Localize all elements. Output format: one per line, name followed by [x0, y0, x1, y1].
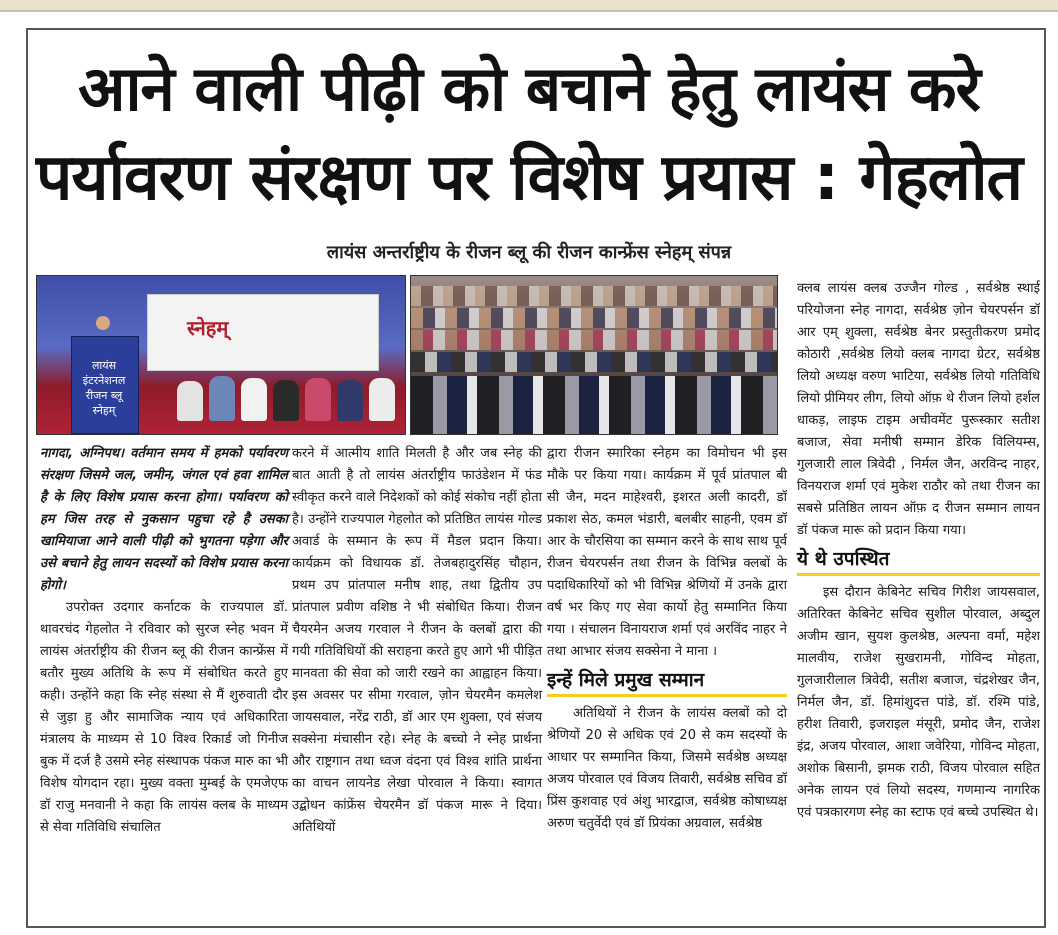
guest-figure: [177, 381, 203, 421]
headline-line-1: आने वाली पीढ़ी को बचाने हेतु लायंस करे: [78, 52, 980, 125]
article-column-2: [292, 443, 542, 839]
crowd-row: [411, 352, 778, 372]
crowd-row: [411, 286, 778, 306]
article-paragraph: उपरोक्त उदगार कर्नाटक के राज्यपाल डॉ. थावरचंद गेहलोत ने रविवार को सुरज स्नेह भवन में लायंस अंतर्राष्ट्रीय की रीजन ब्लू की रीजन कान्फ्रेंस में बतौर मुख्य अतिथि के रूप में संबोधित करते हुए कही। उन्होंने कहा कि स्नेह संस्था से मैं शुरुवाती दौर से जुड़ा हु और सामाजिक न्याय एवं अधिकारिता मंत्रालय के माध्यम से 10 विश्व रिकार्ड जो गिनीज बुक में दर्ज है उसमे स्नेह संस्थापक पंकज मारु का भी विशेष योगदान रहा। मुख्य वक्ता मुम्बई के एमजेएफ डॉ राजु मनवानी ने कहा कि लायंस क्लब के माध्यम से सेवा गतिविधि संचालित: [40, 600, 288, 835]
stage-banner: [147, 294, 379, 371]
guest-figure: [305, 378, 331, 421]
guest-figure: [241, 378, 267, 421]
podium-label: लायंस इंटरनेशनल रीजन ब्लू स्नेहम्: [82, 359, 126, 417]
section-heading-awards: इन्हें मिले प्रमुख सम्मान: [547, 667, 787, 697]
guest-figure: [273, 380, 299, 421]
guest-figure: [209, 376, 235, 421]
article-paragraph: अतिथियों ने रीजन के लायंस क्लबों को दो श्रेणियों 20 से अधिक एवं 20 से कम सदस्यों के आधार पर सम्मानित किया, जिसमे सर्वश्रेष्ठ अध्यक्ष अजय पोरवाल एवं विजय तिवारी, सर्वश्रेष्ठ सचिव डॉ प्रिंस कुशवाह एवं अंशु भारद्वाज, सर्वश्रेष्ठ कोषाध्यक्ष अरुण चतुर्वेदी एवं डॉ प्रियंका अग्रवाल, सर्वश्रेष्ठ: [547, 706, 787, 831]
article-paragraph: क्लब लायंस क्लब उज्जैन गोल्ड , सर्वश्रेष्ठ स्थाई परियोजना स्नेह नागदा, सर्वश्रेष्ठ ज़ोन चेयरपर्सन डॉ आर एम् शुक्ला, सर्वश्रेष्ठ बेनर प्रस्तुतीकरण प्रमोद कोठारी ,सर्वश्रेष्ठ लियो क्लब नागदा ग्रेटर, सर्वश्रेष्ठ लियो अध्यक्ष वरुण भाटिया, सर्वश्रेष्ठ लियो गतिविधि लियो प्रीमियर लीग, लियो ऑफ़ थे रीजन लियो हर्शल धाकड़, लाइफ टाइम अचीवमेंट पुरूस्कार सतीश बजाज, सेवा मनीषी सम्मान डेरिक विलियम्स, गुलजारी लाल त्रिवेदी , निर्मल जैन, अरविन्द नाहर, विनयराज शर्मा एवं मुकेश राठौर को तथा रीजन का सबसे प्रतिष्ठित लायन ऑफ़ द रीजन सम्मान लायन डॉ पंकज मारू को प्रदान किया गया।: [797, 281, 1040, 538]
headline-line-2: पर्यावरण संरक्षण पर विशेष प्रयास : गेहलोत: [36, 141, 1022, 215]
page-top-rule: [0, 10, 1058, 12]
audience-photo: [410, 275, 778, 435]
article-paragraph: इस दौरान केबिनेट सचिव गिरीश जायसवाल, अतिरिक्त केबिनेट सचिव सुशील पोरवाल, अब्दुल अजीम खान, सुयश कुलश्रेष्ठ, अल्पना वर्मा, महेश मालवीय, राजेश सुखरामनी, गोविन्द मोहता, गुलजारीलाल त्रिवेदी, सतीश बजाज, चंद्रशेखर जैन, निर्मल जैन, डॉ. हिमांशुदत्त पांडे, डॉ. रश्मि पांडे, हरीश तिवारी, इजराइल मंसूरी, प्रमोद जैन, राजेश इंद्र, अजय पोरवाल, आशा जवेरिया, गोविन्द मोहता, अशोक बिसानी, झमक राठी, विजय पोरवाल सहित अनेक लायन एवं लियो सदस्य, गणमान्य नागरिक एवं पत्रकारगण स्नेह का स्टाफ एवं बच्चे उपस्थित थे।: [797, 585, 1040, 820]
stage-photo: [36, 275, 406, 435]
speaker-figure: [96, 316, 110, 330]
section-heading-attendees: ये थे उपस्थित: [797, 546, 1040, 576]
article-column-4: [797, 278, 1040, 824]
subheadline: लायंस अन्तर्राष्ट्रीय के रीजन ब्लू की रीजन कान्फ्रेंस स्नेहम् संपन्न: [326, 242, 732, 263]
article-paragraph: करने में आत्मीय शाति मिलती है और जब स्नेह की बात आती है तो लायंस अंतर्राष्ट्रीय फाउंडेशन में फंड स्वीकृत करने वाले निदेशकों को कोई संकोच नहीं होता है। उन्होंने राज्यपाल गेहलोत को प्रतिष्ठित लायंस गोल्ड अवार्ड के सम्मान के रूप में मैडल प्रदान किया।कार्यक्रम को विधायक डॉ. तेजबहादुरसिंह चौहान, प्रथम उप प्रांतपाल मनीष शाह, तथा द्वितीय उप प्रांतपाल प्रवीण वशिष्ठ ने भी संबोधित किया। रीजन चैयरमेन अजय गरवाल ने रीजन के क्लबों द्वारा की गयी गतिविधियों की सराहना करते हुए आगे भी पीड़ित मानवता की सेवा को जारी रखने का आह्वाहन किया। इस अवसर पर सीमा गरवाल, ज़ोन चेयरमैन कमलेश जायसवाल, नरेंद्र राठी, डॉ आर एम शुक्ला, एवं संजय सक्सेना मंचासीन रहे। स्नेह के बच्चो ने स्नेह प्रार्थना और राष्ट्रगान तथा ध्वज वंदना एवं विश्व शांति प्रार्थना का वाचन लायनेड लेखा पोरवाल ने किया। स्वागत उद्बोधन कांफ्रेंस चेयरमैन डॉ पंकज मारू ने दिया। अतिथियों: [292, 446, 542, 835]
stage-banner-title: स्नेहम्: [187, 316, 229, 340]
guest-figure: [337, 380, 363, 421]
crowd-row: [411, 308, 778, 328]
article-paragraph: द्वारा रीजन स्मारिका स्नेहम का विमोचन भी इस मौके पर किया गया। कार्यक्रम में पूर्व प्रांतपाल बी सी जैन, मदन माहेश्वरी, इशरत अली कादरी, डॉ प्रकाश सेठ, कमल भंडारी, बलबीर साहनी, एवम डॉ आर के चौरसिया का सम्मान करने के साथ साथ पूर्व रीजन चेयरपर्सन तथा रीजन के विभिन्न क्लबों के पदाधिकारियों को भी विभिन्न श्रेणियों में उनके द्वारा वर्ष भर किए गए सेवा कार्यो हेतु सम्मानित किया गया । संचालन विनायराज शर्मा एवं अरविंद नाहर ने तथा आभार संजय सक्सेना ने माना ।: [547, 446, 787, 659]
guest-figure: [369, 378, 395, 421]
article-lead: नागदा, अग्निपथ। वर्तमान समय में हमको पर्यावरण संरक्षण जिसमे जल, जमीन, जंगल एवं हवा शामिल है के लिए विशेष प्रयास करना होगा। पर्यावरण को हम जिस तरह से नुकसान पहुचा रहे है उसका खामियाजा आने वाली पीढ़ी को भुगतना पड़ेगा और उसे बचाने हेतु लायन सदस्यों को विशेष प्रयास करना होगो।: [40, 446, 288, 593]
front-row: [411, 376, 778, 434]
article-column-3: [547, 443, 787, 835]
page-top-band: [0, 0, 1058, 10]
article-column-1: [40, 443, 288, 839]
crowd-row: [411, 330, 778, 350]
